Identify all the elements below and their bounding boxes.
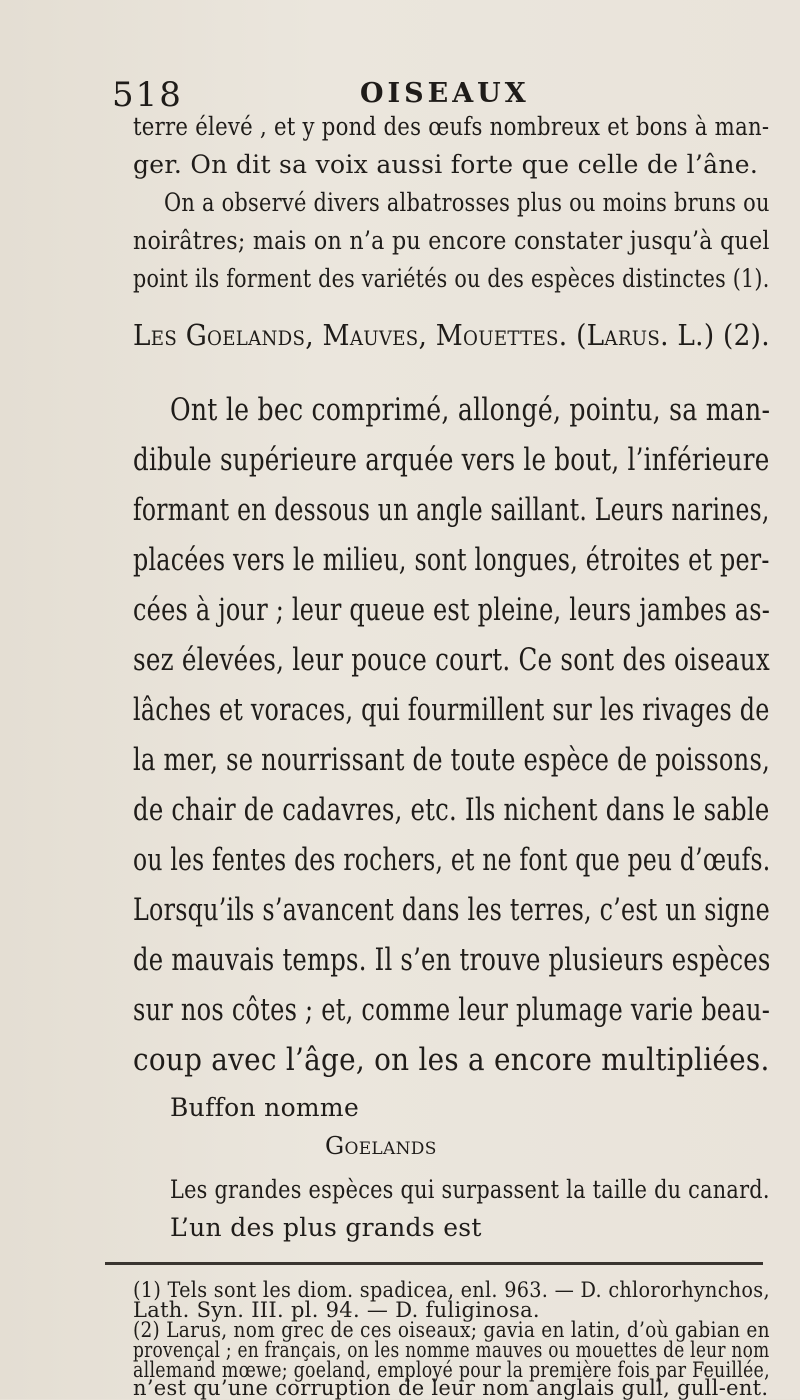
after-line: Les grandes espèces qui surpassent la taille du canard. xyxy=(170,1175,770,1204)
footnote-line: n’est qu’une corruption de leur nom anglais gull, gull-ent. xyxy=(133,1376,769,1400)
body-line: de mauvais temps. Il s’en trouve plusieurs espèces xyxy=(133,942,771,978)
sub-heading: Goelands xyxy=(325,1132,437,1160)
body-line: Lorsqu’ils s’avancent dans les terres, c’est un signe xyxy=(133,892,770,928)
intro-line: noirâtres; mais on n’a pu encore constater jusqu’à quel xyxy=(133,226,770,255)
intro-line: terre élevé , et y pond des œufs nombreux et bons à man- xyxy=(133,112,770,141)
body-line: sez élevées, leur pouce court. Ce sont des oiseaux xyxy=(133,642,770,678)
footnote-line: (2) Larus, nom grec de ces oiseaux; gavia en latin, d’où gabian en xyxy=(133,1318,770,1342)
body-line: la mer, se nourrissant de toute espèce de poissons, xyxy=(133,742,771,778)
footnote-line: provençal ; en français, on les nomme mauves ou mouettes de leur nom xyxy=(133,1338,770,1362)
body-line: ou les fentes des rochers, et ne font que peu d’œufs. xyxy=(133,842,771,878)
section-heading: Les Goelands, Mauves, Mouettes. (Larus. L.) (2). xyxy=(133,318,770,352)
intro-line: ger. On dit sa voix aussi forte que celle de l’âne. xyxy=(133,150,759,179)
body-line: lâches et voraces, qui fourmillent sur les rivages de xyxy=(133,692,770,728)
body-line: Ont le bec comprimé, allongé, pointu, sa man- xyxy=(170,392,771,428)
intro-line: On a observé divers albatrosses plus ou moins bruns ou xyxy=(164,188,770,217)
running-title: OISEAUX xyxy=(360,78,530,109)
body-line: formant en dessous un angle saillant. Leurs narines, xyxy=(133,492,770,528)
body-line: cées à jour ; leur queue est pleine, leurs jambes as- xyxy=(133,592,771,628)
buffon-line: Buffon nomme xyxy=(170,1093,360,1122)
body-line: de chair de cadavres, etc. Ils nichent dans le sable xyxy=(133,792,770,828)
intro-line: point ils forment des variétés ou des espèces distinctes (1). xyxy=(133,264,770,293)
body-line: placées vers le milieu, sont longues, étroites et per- xyxy=(133,542,770,578)
footnote-line: Lath. Syn. III. pl. 94. — D. fuliginosa. xyxy=(133,1298,540,1322)
page-number: 518 xyxy=(112,75,183,115)
after-line: L’un des plus grands est xyxy=(170,1213,482,1242)
footnote-rule xyxy=(105,1262,763,1265)
body-line: coup avec l’âge, on les a encore multipliées. xyxy=(133,1042,770,1078)
body-line: sur nos côtes ; et, comme leur plumage varie beau- xyxy=(133,992,771,1028)
body-line: dibule supérieure arquée vers le bout, l’inférieure xyxy=(133,442,770,478)
footnote-line: (1) Tels sont les diom. spadicea, enl. 963. — D. chlororhynchos, xyxy=(133,1278,770,1302)
footnote-line: allemand mœwe; goeland, employé pour la première fois par Feuillée, xyxy=(133,1358,770,1382)
